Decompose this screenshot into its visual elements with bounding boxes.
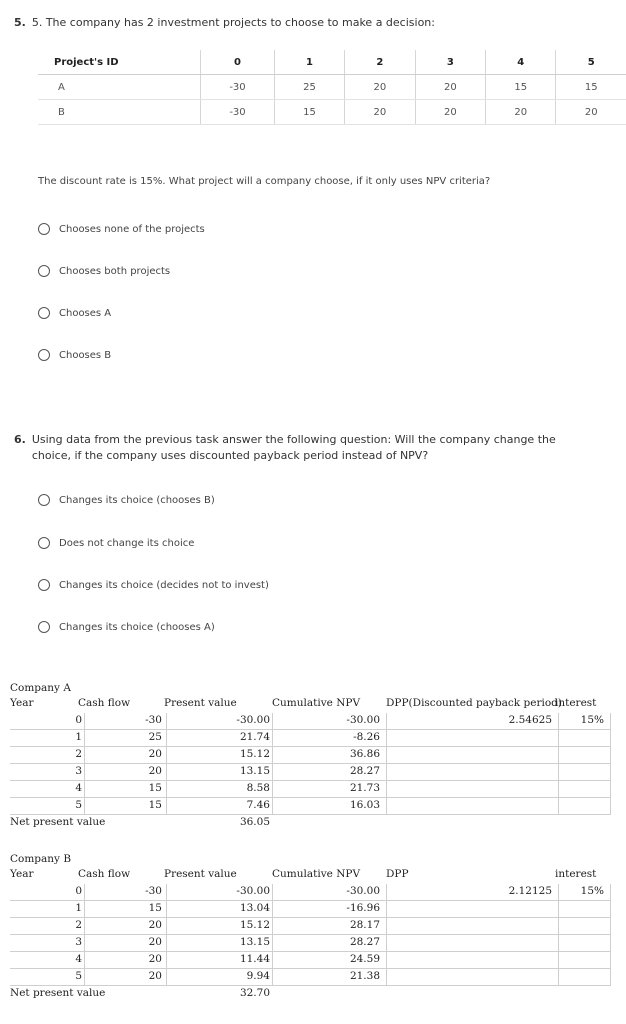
sheet-cell-cash-flows: 15 (148, 782, 162, 794)
gridline (10, 900, 610, 901)
sheet-cell-years: 0 (75, 885, 82, 897)
npv-label: Net present value (10, 816, 106, 828)
question-5-number: 5. (14, 16, 26, 29)
col-4: 4 (486, 50, 556, 75)
table-cell: 20 (345, 100, 415, 125)
sheet-cell-cumulative: 21.73 (349, 782, 380, 794)
sheet-cell-years: 4 (75, 953, 82, 965)
gridline (610, 713, 611, 815)
table-cell: 15 (556, 75, 626, 100)
radio-button[interactable] (38, 349, 50, 361)
sheet-cell-cumulative: -30.00 (346, 714, 380, 726)
sheet-cell-cash-flows: 20 (148, 919, 162, 931)
sheet-cell-cumulative: 28.27 (349, 765, 380, 777)
option-label: Chooses both projects (59, 265, 171, 277)
gridline (10, 763, 610, 764)
gridline (386, 884, 387, 986)
table-cell: 20 (415, 75, 485, 100)
sheet-cell-cumulative: -8.26 (353, 731, 380, 743)
gridline (386, 713, 387, 815)
header-present-value: Present value (164, 868, 237, 880)
col-2: 2 (345, 50, 415, 75)
header-present-value: Present value (164, 697, 237, 709)
table-cell: 20 (415, 100, 485, 125)
sheet-cell-cash-flows: -30 (145, 885, 162, 897)
gridline (10, 934, 610, 935)
gridline (10, 951, 610, 952)
option-label: Does not change its choice (59, 537, 195, 549)
table-cell: 15 (486, 75, 556, 100)
q5-option-b[interactable] (38, 349, 111, 361)
npv-value: 36.05 (239, 816, 270, 828)
option-label: Chooses A (59, 307, 112, 319)
sheet-cell-present-values: 13.04 (239, 902, 270, 914)
sheet-cell-cash-flows: 20 (148, 953, 162, 965)
sheet-cell-cumulative: 16.03 (349, 799, 380, 811)
table-row (38, 100, 626, 125)
sheet-cell-cumulative: -30.00 (346, 885, 380, 897)
question-6-text: Using data from the previous task answer the following question: Will the company change the choice, if the company uses discounted payback period instead of NPV? (31, 433, 556, 462)
option-label: Chooses B (59, 349, 112, 361)
sheet-cell-years: 1 (75, 731, 82, 743)
sheet-cell-present-values: 13.15 (239, 936, 270, 948)
gridline (558, 713, 559, 815)
table-cell: 20 (556, 100, 626, 125)
sheet-cell-cumulative: 36.86 (349, 748, 380, 760)
spreadsheet-company-b (10, 853, 616, 1013)
option-label: Changes its choice (chooses B) (59, 494, 215, 506)
npv-label: Net present value (10, 987, 106, 999)
sheet-title: Company A (10, 682, 71, 694)
table-row (38, 75, 626, 100)
radio-button[interactable] (38, 223, 50, 235)
col-0: 0 (201, 50, 275, 75)
sheet-cell-years: 1 (75, 902, 82, 914)
spreadsheet-company-a (10, 682, 616, 842)
radio-button[interactable] (38, 579, 50, 591)
sheet-cell-cumulative: 28.27 (349, 936, 380, 948)
col-3: 3 (415, 50, 485, 75)
gridline (272, 884, 273, 986)
radio-button[interactable] (38, 621, 50, 633)
gridline (558, 884, 559, 986)
table-cell: 15 (274, 100, 344, 125)
sheet-cell-years: 5 (75, 970, 82, 982)
question-5-text: 5. The company has 2 investment projects to choose to make a decision: (31, 16, 435, 29)
interest-value: 15% (580, 714, 604, 726)
question-5-prompt: The discount rate is 15%. What project will a company choose, if it only uses NPV criteria? (38, 176, 491, 187)
radio-button[interactable] (38, 307, 50, 319)
option-label: Changes its choice (chooses A) (59, 621, 215, 633)
sheet-cell-present-values: -30.00 (236, 885, 270, 897)
sheet-cell-present-values: 15.12 (239, 919, 270, 931)
gridline (610, 884, 611, 986)
gridline (10, 968, 610, 969)
q6-option-not-invest[interactable] (38, 579, 269, 591)
gridline (84, 884, 85, 986)
question-5-header (14, 16, 435, 29)
gridline (10, 797, 610, 798)
sheet-cell-present-values: 15.12 (239, 748, 270, 760)
sheet-cell-present-values: -30.00 (236, 714, 270, 726)
sheet-cell-cash-flows: -30 (145, 714, 162, 726)
sheet-cell-present-values: 9.94 (246, 970, 270, 982)
col-project-id: Project's ID (38, 50, 201, 75)
sheet-cell-years: 5 (75, 799, 82, 811)
radio-button[interactable] (38, 265, 50, 277)
sheet-cell-present-values: 8.58 (246, 782, 270, 794)
gridline (10, 917, 610, 918)
sheet-cell-cash-flows: 20 (148, 765, 162, 777)
header-cumulative-npv: Cumulative NPV (272, 868, 361, 880)
sheet-cell-cash-flows: 25 (148, 731, 162, 743)
q6-option-chooses-b[interactable] (38, 494, 215, 506)
sheet-cell-cumulative: 28.17 (349, 919, 380, 931)
gridline (10, 746, 610, 747)
sheet-cell-present-values: 11.44 (239, 953, 270, 965)
header-interest: interest (555, 868, 597, 880)
sheet-cell-years: 0 (75, 714, 82, 726)
q6-option-no-change[interactable] (38, 537, 194, 549)
sheet-cell-years: 2 (75, 919, 82, 931)
header-cash-flow: Cash flow (78, 697, 131, 709)
sheet-cell-cumulative: -16.96 (346, 902, 380, 914)
sheet-cell-years: 3 (75, 936, 82, 948)
sheet-cell-present-values: 7.46 (246, 799, 270, 811)
dpp-value: 2.54625 (508, 714, 552, 726)
radio-button[interactable] (38, 537, 50, 549)
gridline (272, 713, 273, 815)
gridline (10, 985, 610, 986)
table-header-row (38, 50, 626, 75)
q6-option-chooses-a[interactable] (38, 621, 215, 633)
gridline (84, 713, 85, 815)
col-5: 5 (556, 50, 626, 75)
table-cell: 25 (274, 75, 344, 100)
gridline (10, 780, 610, 781)
header-dpp: DPP(Discounted payback period) (386, 697, 562, 709)
option-label: Changes its choice (decides not to invest) (59, 579, 269, 591)
col-1: 1 (274, 50, 344, 75)
table-cell: 20 (486, 100, 556, 125)
header-interest: interest (555, 697, 597, 709)
sheet-title: Company B (10, 853, 72, 865)
header-cumulative-npv: Cumulative NPV (272, 697, 361, 709)
sheet-cell-present-values: 21.74 (239, 731, 270, 743)
radio-button[interactable] (38, 494, 50, 506)
q5-option-a[interactable] (38, 307, 111, 319)
sheet-cell-cash-flows: 20 (148, 936, 162, 948)
table-cell: 20 (345, 75, 415, 100)
header-year: Year (10, 697, 34, 709)
table-cell: -30 (201, 100, 275, 125)
sheet-cell-cash-flows: 15 (148, 902, 162, 914)
sheet-cell-cash-flows: 20 (148, 748, 162, 760)
question-6-header (14, 432, 604, 464)
interest-value: 15% (580, 885, 604, 897)
dpp-value: 2.12125 (508, 885, 552, 897)
investment-table (38, 50, 626, 125)
question-6-number: 6. (14, 433, 26, 446)
gridline (10, 814, 610, 815)
sheet-cell-cash-flows: 20 (148, 970, 162, 982)
sheet-cell-years: 3 (75, 765, 82, 777)
sheet-cell-cash-flows: 15 (148, 799, 162, 811)
table-cell: B (38, 100, 201, 125)
gridline (10, 729, 610, 730)
gridline (166, 884, 167, 986)
table-cell: -30 (201, 75, 275, 100)
sheet-cell-years: 4 (75, 782, 82, 794)
header-year: Year (10, 868, 34, 880)
q5-option-both[interactable] (38, 265, 170, 277)
npv-value: 32.70 (239, 987, 270, 999)
sheet-cell-cumulative: 21.38 (349, 970, 380, 982)
header-dpp: DPP (386, 868, 409, 880)
q5-option-none[interactable] (38, 223, 205, 235)
header-cash-flow: Cash flow (78, 868, 131, 880)
table-cell: A (38, 75, 201, 100)
sheet-cell-years: 2 (75, 748, 82, 760)
gridline (166, 713, 167, 815)
sheet-cell-present-values: 13.15 (239, 765, 270, 777)
sheet-cell-cumulative: 24.59 (349, 953, 380, 965)
option-label: Chooses none of the projects (59, 223, 205, 235)
